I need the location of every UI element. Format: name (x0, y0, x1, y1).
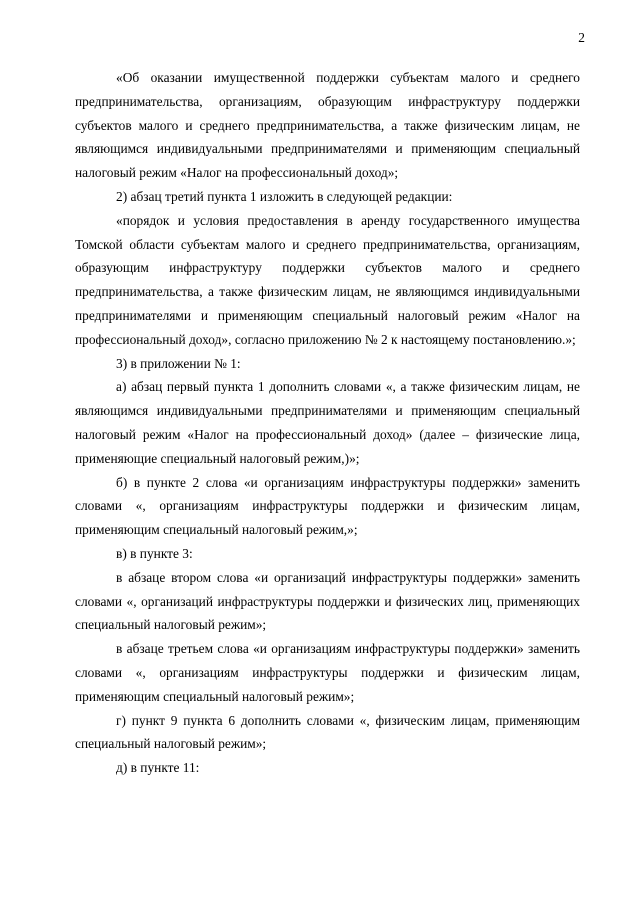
paragraph: а) абзац первый пункта 1 дополнить словами «, а также физическим лицам, не являющимся индивидуальными предпринимателями и применяющим специальный налоговый режим «Налог на профессиональный доход» (далее – физические лица, применяющие специальный налоговый режим,)»; (75, 379, 580, 466)
paragraph: г) пункт 9 пункта 6 дополнить словами «, физическим лицам, применяющим специальный налоговый режим»; (75, 712, 580, 752)
paragraph: «Об оказании имущественной поддержки субъектам малого и среднего предпринимательства, организациям, образующим инфраструктуру поддержки субъектов малого и среднего предпринимательства, а также физическим лицам, не являющимся индивидуальными предпринимателями и применяющим специальный налоговый режим «Налог на профессиональный доход»; (75, 70, 580, 181)
paragraph: «порядок и условия предоставления в аренду государственного имущества Томской области субъектам малого и среднего предпринимательства, организациям, образующим инфраструктуру поддержки субъектов малого и среднего предпринимательства, а также физическим лицам, не являющимся индивидуальными предпринимателями и применяющим специальный налоговый режим «Налог на профессиональный доход», согласно приложению № 2 к настоящему постановлению.»; (75, 212, 580, 347)
paragraph: б) в пункте 2 слова «и организациям инфраструктуры поддержки» заменить словами «, организациям инфраструктуры поддержки и физическим лицам, применяющим специальный налоговый режим,»; (75, 474, 580, 538)
paragraph: в) в пункте 3: (116, 545, 193, 561)
paragraph: 2) абзац третий пункта 1 изложить в следующей редакции: (116, 188, 453, 204)
document-body (75, 66, 580, 780)
paragraph: в абзаце втором слова «и организаций инфраструктуры поддержки» заменить словами «, организаций инфраструктуры поддержки и физических лиц, применяющих специальный налоговый режим»; (75, 569, 580, 633)
paragraph: в абзаце третьем слова «и организациям инфраструктуры поддержки» заменить словами «, организациям инфраструктуры поддержки и физическим лицам, применяющим специальный налоговый режим»; (75, 641, 580, 704)
page-number: 2 (578, 30, 585, 45)
paragraph: 3) в приложении № 1: (116, 355, 241, 371)
paragraph: д) в пункте 11: (116, 760, 200, 776)
